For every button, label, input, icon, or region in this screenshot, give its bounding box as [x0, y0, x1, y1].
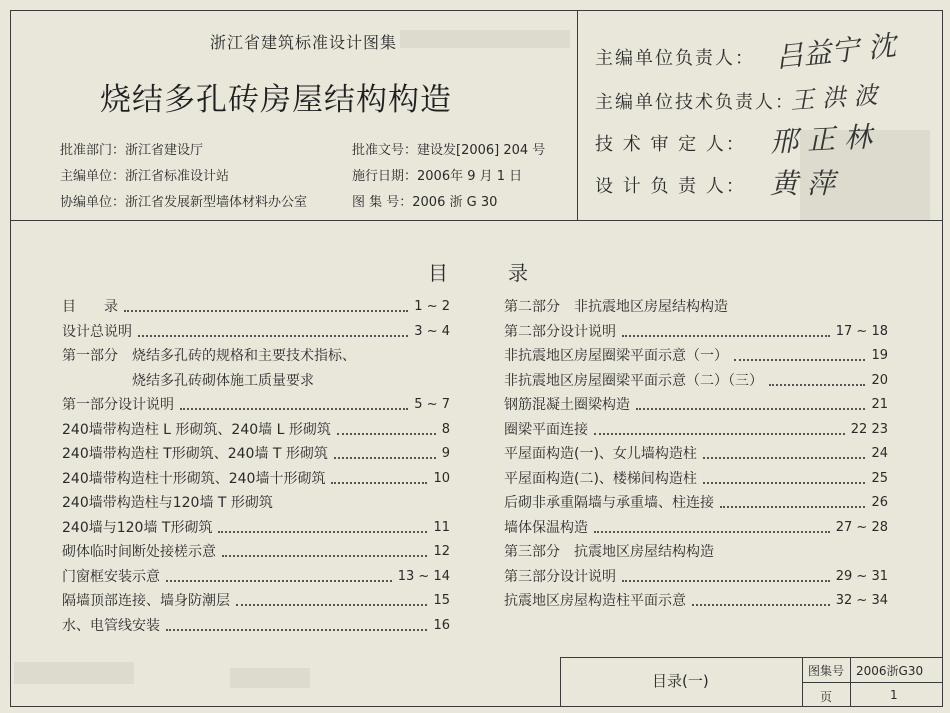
toc-entry [504, 517, 888, 539]
toc-entry-page: 29 ~ 31 [835, 568, 888, 584]
toc-entry-title: 第二部分 非抗震地区房屋结构构造 [504, 299, 728, 315]
toc-entry [504, 443, 888, 465]
toc-entry-leader [703, 449, 866, 459]
bleed-through-text [400, 30, 570, 48]
toc-entry-page: 19 [871, 348, 888, 363]
role-reviewer: 技 术 审 定 人： [595, 134, 746, 155]
toc-entry-page: 1 ~ 2 [414, 299, 450, 314]
toc-entry-page: 3 ~ 4 [414, 323, 450, 339]
toc-entry-title: 240墙带构造柱与120墙 T 形砌筑 [62, 495, 273, 511]
toc-entry-title: 目 录 [62, 299, 118, 315]
co-editor-unit: 协编单位：浙江省发展新型墙体材料办公室 [60, 195, 308, 210]
role-editor-head: 主编单位负责人： [595, 48, 755, 69]
toc-entry-leader [331, 474, 427, 484]
toc-entry [62, 468, 450, 490]
toc-entry [62, 590, 450, 612]
toc-entry-leader [734, 351, 865, 361]
toc-entry-title: 240墙带构造柱 L 形砌筑、240墙 L 形砌筑 [62, 421, 331, 438]
titleblock-left-line [560, 657, 561, 707]
toc-entry-page: 25 [871, 470, 888, 486]
toc-entry-page: 22 23 [850, 421, 888, 437]
toc-entry-page: 5 ~ 7 [414, 397, 450, 412]
toc-entry-title: 240墙带构造柱十形砌筑、240墙十形砌筑 [62, 470, 326, 487]
toc-entry [62, 566, 450, 588]
toc-entry-leader [180, 400, 408, 410]
toc-entry [504, 296, 888, 318]
titleblock-row-line [802, 682, 943, 683]
toc-entry-title: 隔墙顶部连接、墙身防潮层 [62, 593, 230, 609]
toc-entry [504, 566, 888, 588]
toc-entry-page: 13 ~ 14 [397, 568, 450, 584]
toc-entry-leader [138, 327, 408, 337]
toc-entry-leader [218, 523, 427, 533]
toc-entry [62, 419, 450, 441]
toc-entry [504, 541, 888, 563]
titleblock-top-line [560, 657, 943, 658]
header-vertical-divider [577, 10, 578, 220]
toc-entry-title: 平屋面构造(二)、楼梯间构造柱 [504, 470, 697, 487]
toc-entry-page: 10 [433, 470, 450, 486]
implementation-date: 施行日期：2006年 9 月 1 日 [352, 169, 523, 184]
toc-entry-page: 9 [441, 446, 450, 461]
toc-entry [504, 492, 888, 514]
toc-entry-leader [334, 449, 436, 459]
toc-entry-title: 第一部分 烧结多孔砖的规格和主要技术指标、 [62, 348, 356, 364]
editor-unit: 主编单位：浙江省标准设计站 [60, 169, 230, 184]
toc-entry [62, 443, 450, 465]
page-label: 页 [820, 690, 833, 704]
toc-entry-title: 门窗框安装示意 [62, 568, 160, 585]
toc-entry-title: 烧结多孔砖砌体施工质量要求 [62, 372, 314, 389]
approval-no: 批准文号：建设发[2006] 204 号 [352, 143, 546, 158]
toc-entry-title: 平屋面构造(一)、女儿墙构造柱 [504, 446, 697, 462]
toc-entry-leader [594, 425, 845, 435]
toc-entry-title: 水、电管线安装 [62, 617, 160, 634]
toc-entry-leader [720, 498, 865, 508]
toc-entry [504, 321, 888, 343]
toc-entry-leader [594, 523, 830, 533]
signature-reviewer: 邢 正 林 [769, 120, 873, 159]
toc-entry-title: 240墙与120墙 T形砌筑 [62, 519, 213, 536]
toc-entry [62, 296, 450, 318]
toc-entry [62, 517, 450, 539]
toc-entry-page: 17 ~ 18 [835, 323, 888, 339]
toc-entry [62, 541, 450, 563]
toc-entry-leader [166, 572, 392, 582]
sheet-title: 目录(一) [652, 672, 709, 690]
approval-dept: 批准部门：浙江省建设厅 [60, 143, 204, 158]
signature-design-lead: 黄 萍 [770, 167, 835, 200]
toc-entry [62, 321, 450, 343]
toc-entry-title: 后砌非承重隔墙与承重墙、柱连接 [504, 495, 714, 511]
signature-editor-head: 吕益宁 沈 [773, 28, 898, 75]
toc-entry-page: 16 [433, 617, 450, 633]
toc-heading-right: 录 [508, 261, 529, 285]
toc-entry [62, 492, 450, 514]
toc-entry-title: 钢筋混凝土圈梁构造 [504, 397, 630, 413]
toc-entry-title: 240墙带构造柱 T形砌筑、240墙 T 形砌筑 [62, 446, 328, 462]
signature-tech-head: 王 洪 波 [789, 80, 879, 116]
toc-entry-leader [636, 400, 865, 410]
toc-entry-page: 32 ~ 34 [835, 593, 888, 608]
toc-entry-page: 24 [871, 446, 888, 461]
toc-entry-title: 设计总说明 [62, 323, 132, 340]
toc-entry-leader [622, 327, 830, 337]
toc-entry-page: 15 [433, 593, 450, 608]
toc-entry-title: 非抗震地区房屋圈梁平面示意（二）（三） [504, 372, 763, 389]
stamp-remnant [14, 662, 134, 684]
toc-entry [62, 394, 450, 416]
toc-entry-leader [166, 621, 427, 631]
role-tech-head: 主编单位技术负责人： [595, 92, 795, 113]
atlas-number: 图 集 号：2006 浙 G 30 [352, 195, 498, 210]
page-number: 1 [890, 688, 898, 702]
toc-entry-title: 第一部分设计说明 [62, 397, 174, 413]
toc-entry-title: 抗震地区房屋构造柱平面示意 [504, 593, 686, 609]
toc-entry [504, 370, 888, 392]
toc-entry [504, 394, 888, 416]
toc-entry-leader [222, 547, 427, 557]
toc-entry-leader [769, 376, 865, 386]
toc-entry-title: 墙体保温构造 [504, 519, 588, 536]
toc-entry-title: 砌体临时间断处接槎示意 [62, 544, 216, 560]
toc-entry-title: 第二部分设计说明 [504, 323, 616, 340]
toc-entry-page: 8 [441, 421, 450, 437]
toc-entry-title: 第三部分 抗震地区房屋结构构造 [504, 544, 714, 560]
toc-entry-page: 11 [433, 519, 450, 535]
toc-entry [62, 345, 450, 367]
main-title: 烧结多孔砖房屋结构构造 [100, 82, 452, 118]
toc-entry-title: 非抗震地区房屋圈梁平面示意（一） [504, 348, 728, 364]
toc-heading-left: 目 [428, 261, 449, 285]
toc-entry [62, 370, 450, 392]
header-divider [10, 220, 943, 221]
toc-entry [504, 468, 888, 490]
toc-entry-page: 27 ~ 28 [835, 519, 888, 535]
toc-entry-title: 圈梁平面连接 [504, 421, 588, 438]
toc-entry [504, 590, 888, 612]
toc-entry-page: 26 [871, 495, 888, 510]
toc-entry-leader [692, 596, 830, 606]
toc-entry [504, 419, 888, 441]
toc-entry-leader [622, 572, 830, 582]
role-design-lead: 设 计 负 责 人： [595, 176, 746, 197]
toc-entry-leader [124, 302, 408, 312]
toc-entry [504, 345, 888, 367]
atlas-name: 浙江省建筑标准设计图集 [210, 33, 398, 52]
toc-entry-page: 20 [871, 372, 888, 388]
toc-entry-title: 第三部分设计说明 [504, 568, 616, 585]
toc-entry-leader [703, 474, 866, 484]
toc-entry-page: 12 [433, 544, 450, 559]
toc-entry [62, 615, 450, 637]
atlas-no-label: 图集号 [808, 664, 845, 678]
toc-entry-leader [236, 596, 427, 606]
stamp-remnant [230, 668, 310, 688]
toc-entry-leader [337, 425, 436, 435]
toc-entry-page: 21 [871, 397, 888, 412]
atlas-no-value: 2006浙G30 [856, 664, 924, 678]
